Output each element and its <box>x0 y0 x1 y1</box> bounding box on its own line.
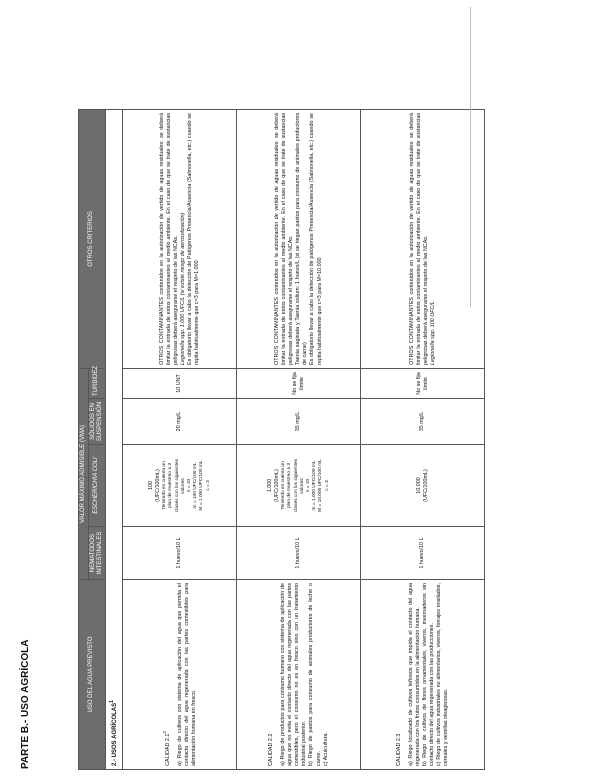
calidad-label: CALIDAD 2.2 <box>268 733 275 766</box>
otros-line: Taenia saginata y Taenia solium: 1 huevo/L (si se riegan pastos para consumo de animales productores de carne) <box>295 112 309 365</box>
otros-line: Es obligatorio llevar a cabo la detección de patógenos Presencia/Ausencia (Salmonella, etc.) cuando se repita habitualmente que c=3 para M=10.000 <box>309 112 323 365</box>
page-title: PARTE B.- USO AGRÍCOLA <box>20 639 31 769</box>
nematodos-value: 1 huevo/10 L <box>361 527 485 580</box>
uso-text: a) Riego de productos para consumo humano con sistema de aplicación de agua que no evita el contacto directo del agua regenerada con las partes comestibles, pero el consumo no es en fresco sino con un tratamiento industrial posterior. b) Riego de pastos para consumo de animales productores de leche o carne. c) Acuicultura. <box>280 583 329 766</box>
uso-text: a) Riego localizado de cultivos leñosos que impida el contacto del agua regenerada con los frutos consumidos en la alimentación humana. b) Riego de cultivos de flores ornamentales, viveros, invernaderos sin contacto directo del agua regenerada con las producciones. c) Riego de cultivos industriales no alimentarios, viveros, forrajes ensilados, cereales y semillas oleaginosas. <box>407 583 449 766</box>
otros-line: Es obligatorio llevar a cabo la detección de Patógenos Presencia/Ausencia (Salmonella, etc.) cuando se repita habitualmente que c=3 para M=1.000 <box>186 112 200 365</box>
ecoli-value: 10.000 <box>415 477 422 494</box>
solidos-value: 20 mg/L <box>123 399 237 445</box>
otros-line: OTROS CONTAMINANTES contenidos en la autorización de vertido de aguas residuales: se deberá limitar la entrada de estos contaminantes al medio ambiente. En el caso de que se trate de sustancias peligrosas deberá asegurarse el respeto de las NCAs. <box>158 112 179 365</box>
uso-cell <box>237 580 361 770</box>
header-solidos: SÓLIDOS EN SUSPENSIÓN <box>88 399 105 445</box>
ecoli-unit: (UFC/100mL) <box>155 469 162 502</box>
turbidez-value: No se fija límite <box>237 368 361 398</box>
nematodos-value: 1 huevo/10 L <box>123 527 237 580</box>
ecoli-cell <box>123 445 237 527</box>
header-turbidez: TURBIDEZ <box>88 368 105 398</box>
header-ecoli: ESCHERICHIA COLI <box>88 445 105 527</box>
otros-line: Legionella spp. 1.000 UFC/L (si existe riesgo de aerosolización) <box>179 212 186 365</box>
ecoli-cell <box>237 445 361 527</box>
ecoli-value: 100 <box>148 481 155 490</box>
table-row <box>237 109 361 769</box>
turbidez-value: No se fija límite <box>361 368 485 398</box>
header-otros: OTROS CRITERIOS <box>79 109 106 368</box>
solidos-value: 35 mg/L <box>237 399 361 445</box>
ecoli-unit: (UFC/100mL) <box>422 469 429 502</box>
ecoli-sampling: Teniendo en cuenta un plan de muestreo a 3 clases con los siguientes valores: n = 10 m = 100 UFC/100 mL M = 1.000 UFC/100 mL c = 3 <box>162 458 211 513</box>
header-vma: VALOR MÁXIMO ADMISIBLE (VMA) <box>79 368 89 579</box>
otros-line: Legionella spp. 100 UFC/L <box>429 301 436 365</box>
ecoli-sampling: Teniendo en cuenta un plan de muestreo a 3 clases con los siguientes valores: n = 10 m = 1.000 UFC/100 mL M = 10.000 UFC/100 mL c = 3 <box>281 458 330 513</box>
otros-line: OTROS CONTAMINANTES contenidos en la autorización de vertido de aguas residuales: se deberá limitar la entrada de estos contaminantes al medio ambiente. En el caso de que se trate de sustancias peligrosas deberá asegurarse el respeto de las NCAs. <box>274 112 295 365</box>
calidad-label: CALIDAD 2.3 <box>395 733 402 766</box>
ecoli-cell <box>361 445 485 527</box>
table-row <box>361 109 485 769</box>
uso-cell <box>123 580 237 770</box>
water-quality-table <box>78 109 485 770</box>
calidad-label: CALIDAD $2.1^2$ <box>162 731 171 766</box>
table-row <box>123 109 237 769</box>
header-uso: USO DEL AGUA PREVISTO <box>79 580 106 770</box>
uso-text: a) Riego de cultivos con sistema de aplicación del agua que permita el contacto directo del agua regenerada con las partes comestibles para alimentación humana en fresco. <box>176 583 197 766</box>
section-label: 2.- USOS AGRÍCOLAS$^1$ <box>105 109 123 769</box>
otros-cell <box>361 109 485 368</box>
header-nematodos: NEMATODOS INTESTINALES <box>88 527 105 580</box>
uso-cell <box>361 580 485 770</box>
ecoli-unit: (UFC/100mL) <box>274 469 281 502</box>
solidos-value: 35 mg/L <box>361 399 485 445</box>
ecoli-value: 1.000 <box>267 478 274 493</box>
turbidez-value: 10 UNT <box>123 368 237 398</box>
nematodos-value: 1 huevo/10 L <box>237 527 361 580</box>
page-rule <box>470 7 471 307</box>
otros-cell <box>237 109 361 368</box>
otros-line: OTROS CONTAMINANTES contenidos en la autorización de vertido de aguas residuales: se deberá limitar la entrada de estos contaminantes al medio ambiente. En el caso de que se trate de sustancias peligrosas deberá asegurarse el respeto de las NCAs. <box>408 112 429 365</box>
otros-cell <box>123 109 237 368</box>
